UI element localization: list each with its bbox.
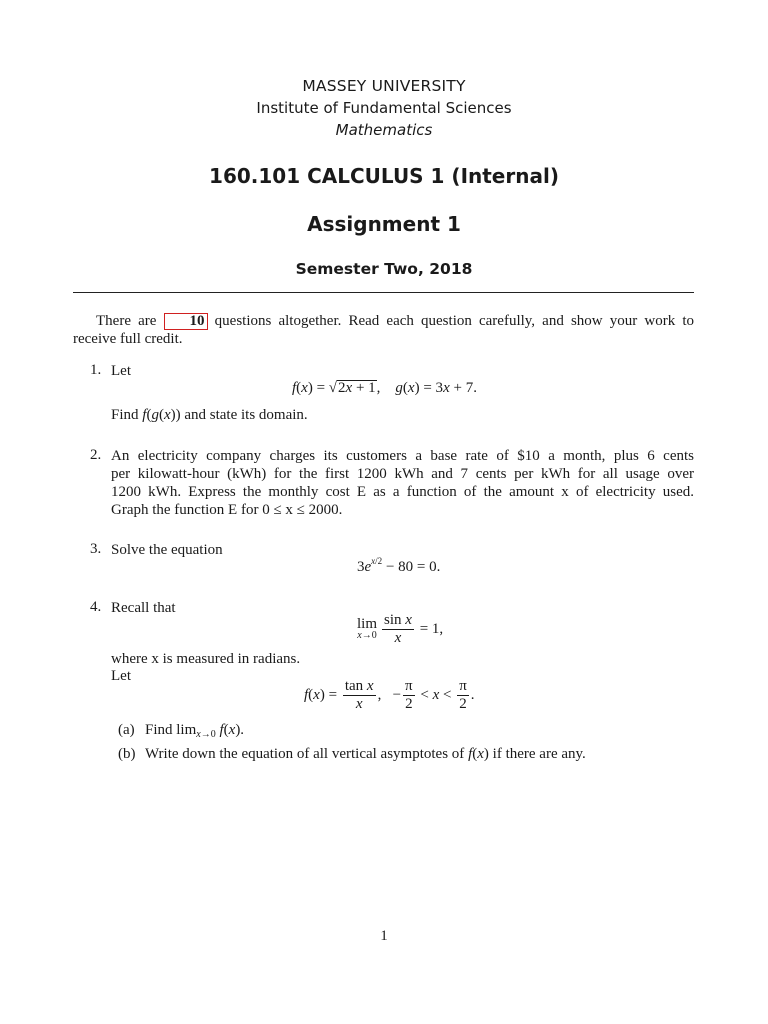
question-3-formula: $3e^{x/2} - 80 = 0$.: [357, 556, 441, 575]
question-4a-label: (a): [118, 722, 135, 738]
question-3-lead: Solve the equation: [111, 542, 223, 558]
question-1-formula: f(x) = √2x + 1, g(x) = 3x + 7.: [292, 380, 477, 396]
university-name: MASSEY UNIVERSITY: [302, 77, 466, 95]
page-number: 1: [380, 928, 388, 944]
intro-line-1: [73, 312, 694, 330]
question-4-where: where x is measured in radians.: [111, 651, 301, 667]
question-2-line-3: 1200 kWh. Express the monthly cost E as a function of the amount x of electricity used.: [111, 484, 694, 500]
question-4b-text: Write down the equation of all vertical asymptotes of f(x) if there are any.: [145, 746, 586, 762]
assignment-title: Assignment 1: [307, 212, 461, 236]
question-4a-text: Find $\lim_{x\to 0} f(x)$.: [145, 722, 245, 740]
question-4-lead: Recall that: [111, 600, 176, 616]
question-4-formula: f(x) = $\frac{\text{tan x}}{x}$ , − $\frac{\pi}{2}$ < x < $\frac{\pi}{2}$ .: [304, 678, 475, 712]
question-2-line-1: An electricity company charges its customers a base rate of $10 a month, plus 6 cents: [111, 448, 694, 464]
department-name: Mathematics: [335, 121, 433, 139]
question-1-follow: Find f(g(x)) and state its domain.: [111, 407, 308, 423]
intro-paragraph: [73, 312, 694, 348]
question-4b-label: (b): [118, 746, 136, 762]
intro-after: questions altogether. Read each question carefully, and show your work to: [214, 313, 694, 329]
question-2-line-4: Graph the function E for 0 ≤ x ≤ 2000.: [111, 502, 343, 518]
intro-line-2: receive full credit.: [73, 331, 183, 347]
course-title: 160.101 CALCULUS 1 (Internal): [209, 164, 559, 188]
question-3-number: 3.: [90, 541, 102, 557]
question-2-text: [111, 447, 694, 519]
title-divider: [73, 292, 694, 293]
semester-label: Semester Two, 2018: [295, 260, 473, 278]
question-4-let: Let: [111, 668, 131, 684]
question-count-link[interactable]: 10: [164, 313, 208, 330]
intro-before: There are: [96, 313, 157, 329]
question-1-lead: Let: [111, 363, 131, 379]
question-1-number: 1.: [90, 362, 102, 378]
institute-name: Institute of Fundamental Sciences: [256, 99, 512, 117]
question-4-number: 4.: [90, 599, 102, 615]
question-2-number: 2.: [90, 447, 102, 463]
question-4-limit-formula: lim x→0 $\frac{\text{sin x}}{x}$ = 1,: [357, 612, 444, 646]
question-2-line-2: per kilowatt-hour (kWh) for the first 1200 kWh and 7 cents per kWh for all usage over: [111, 466, 694, 482]
